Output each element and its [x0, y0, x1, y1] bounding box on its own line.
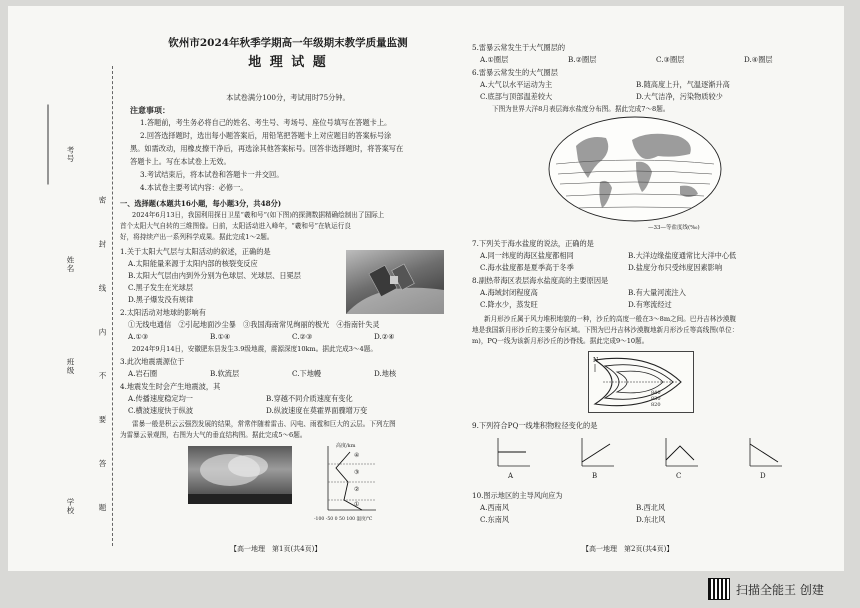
q6-option-b: B.随高度上升，气温逐渐升高 [636, 80, 730, 89]
intro-line-1: 2024年6月13日，我国利用探日卫星“羲和号”(如下图)的探测数据精确绘制出了国际上 [132, 211, 385, 219]
exam-info: 本试卷满分100分，考试用时75分钟。 [226, 93, 350, 102]
q9-label-b: B [592, 472, 598, 480]
layer-label-1: ① [354, 501, 360, 508]
q6-option-d: D.大气洁净，污染物质较少 [636, 92, 723, 101]
q5-option-b: B.②圈层 [568, 55, 597, 64]
q9-label-a: A [508, 472, 514, 480]
q10-stem: 10.图示地区的主导风向应为 [472, 491, 563, 500]
q4-option-c: C.横波速度快于纵波 [128, 406, 194, 415]
q9-graph-d [744, 434, 784, 482]
q10-option-c: C.东南风 [480, 515, 510, 524]
q1-option-c: C.黑子发生在光球层 [128, 283, 194, 292]
q4-option-a: A.传播速度稳定均一 [128, 394, 193, 403]
q7-stem: 7.下列关于海水盐度的说法，正确的是 [472, 239, 594, 248]
q9-label-c: C [676, 472, 682, 480]
q7-option-d: D.盐度分布只受纬度因素影响 [628, 263, 723, 272]
page2-footer: 【高一地理 第2页(共4页)】 [582, 545, 674, 553]
exam-no-label: 考号 [66, 146, 75, 163]
dune-contour-map [588, 351, 694, 413]
contour-830: 830 [651, 396, 661, 402]
q6-option-c: C.底部与顶部温差较大 [480, 92, 553, 101]
thunderstorm-photo [188, 446, 292, 504]
q7-option-a: A.同一纬度的海区盐度都相同 [480, 251, 574, 260]
note-4: 4.本试卷主要考试内容：必修一。 [140, 183, 248, 192]
contour-820: 820 [651, 402, 661, 408]
storm-intro-1: 雷暴一般是积云云强烈发展的结果，常常伴随着雷击、闪电、雨雹和巨大的云层。下列左图 [132, 420, 396, 428]
q8-stem: 8.副热带海区表层海水盐度高的主要原因是 [472, 276, 609, 285]
q7-option-b: B.大洋边缘盐度通常比大洋中心低 [628, 251, 737, 260]
intro-line-3: 好，将持续产出一系列科学成果。据此完成1～2题。 [120, 233, 274, 241]
q2-option-c: C.②③ [292, 332, 313, 341]
q4-option-d: D.纵波速度在莫霍界面骤增万变 [266, 406, 368, 415]
svg-text:N: N [593, 357, 599, 364]
q3-option-b: B.软流层 [210, 369, 240, 378]
q3-stem: 3.此次地震震源位于 [120, 357, 185, 366]
ocean-salinity-map [548, 116, 722, 222]
q3-option-d: D.地核 [374, 369, 397, 378]
q6-option-a: A.大气以水平运动为主 [480, 80, 553, 89]
satellite-image [346, 250, 444, 314]
dune-intro-1: 新月形沙丘属于风力堆积地貌的一种，沙丘的高度一般在3～8m之间。巴丹吉林沙漠腹 [484, 315, 737, 323]
q7-option-c: C.海水盐度都是夏季高于冬季 [480, 263, 574, 272]
q1-option-b: B.太阳大气层由内到外分别为色球层、光球层、日冕层 [128, 271, 301, 280]
contour-840: 840 [651, 390, 661, 396]
layer-label-4: ④ [354, 452, 360, 459]
dune-intro-2: 地是我国新月形沙丘的主要分布区域。下图为巴丹吉林沙漠腹地新月形沙丘等高线图(单位： [472, 326, 739, 334]
q8-option-c: C.降水少，蒸发旺 [480, 300, 538, 309]
temperature-axis-label: -100 -50 0 50 100 温度/℃ [314, 517, 373, 522]
map-legend: —33—等盐度线(‰) [648, 225, 700, 231]
q10-option-a: A.西南风 [480, 503, 510, 512]
no-answer-note: 密 封 线 内 不 要 答 题 [98, 196, 107, 528]
q10-option-b: B.西北风 [636, 503, 666, 512]
q2-option-a: A.①③ [128, 332, 149, 341]
note-2b: 黑。如需改动，用橡皮擦干净后，再选涂其他答案标号。回答非选择题时，将答案写在 [130, 144, 404, 153]
name-label: 姓名 [66, 256, 75, 273]
exam-title: 钦州市2024年秋季学期高一年级期末教学质量监测 [168, 37, 408, 49]
dune-intro-3: m)，PQ一线为该新月形沙丘的沙脊线。据此完成9～10题。 [472, 337, 649, 345]
q1-stem: 1.关于太阳大气层与太阳活动的叙述，正确的是 [120, 247, 271, 256]
q9-label-d: D [760, 472, 766, 480]
qr-code-icon [708, 578, 730, 600]
q8-option-b: B.有大量河流注入 [628, 288, 686, 297]
q4-stem: 4.地震发生时会产生地震波，其 [120, 382, 221, 391]
q2-stem: 2.太阳活动对地球的影响有 [120, 308, 206, 317]
storm-intro-2: 为雷暴云景观图，右图为大气的垂直结构图。据此完成5～6题。 [120, 431, 307, 439]
q9-graph-a [492, 434, 532, 482]
note-2c: 答题卡上。写在本试卷上无效。 [130, 157, 231, 166]
page1-footer: 【高一地理 第1页(共4页)】 [230, 545, 322, 553]
q2-option-b: B.①④ [210, 332, 231, 341]
q5-option-c: C.③圈层 [656, 55, 685, 64]
q8-option-a: A.海域封闭程度高 [480, 288, 538, 297]
q5-option-a: A.①圈层 [480, 55, 509, 64]
q9-stem: 9.下列符合PQ一线堆积物粒径变化的是 [472, 421, 598, 430]
note-3: 3.考试结束后，将本试卷和答题卡一并交回。 [140, 170, 284, 179]
q4-option-b: B.穿越不同介质速度有变化 [266, 394, 353, 403]
q1-option-a: A.太阳能量来源于太阳内部的核裂变反应 [128, 259, 258, 268]
section-heading: 一、选择题(本题共16小题，每小题3分，共48分) [120, 199, 282, 208]
atmosphere-structure-chart [314, 442, 378, 526]
q1-option-d: D.黑子爆发没有规律 [128, 295, 194, 304]
q9-graph-c [660, 434, 700, 482]
notes-heading: 注意事项： [130, 105, 170, 115]
q6-stem: 6.雷暴云常发生的大气圈层 [472, 68, 558, 77]
layer-label-3: ③ [354, 469, 360, 476]
q8-option-d: D.有寒流经过 [628, 300, 672, 309]
map-intro: 下图为世界大洋8月表层海水盐度分布图。据此完成7～8题。 [492, 105, 670, 113]
layer-label-2: ② [354, 486, 360, 493]
intro-line-2: 首个太阳大气自转的三维图像。日前，太阳活动进入峰年，“羲和号”在轨运行良 [120, 222, 351, 230]
school-label: 学校 [66, 498, 75, 515]
subject-title: 地 理 试 题 [248, 55, 328, 70]
q5-stem: 5.雷暴云常发生于大气圈层的 [472, 43, 566, 52]
q10-option-d: D.东北风 [636, 515, 666, 524]
q2-option-d: D.②④ [374, 332, 395, 341]
altitude-unit-label: 高度/km [336, 443, 356, 449]
q3-option-c: C.下地幔 [292, 369, 322, 378]
class-label: 班级 [66, 358, 75, 375]
q9-graph-b [576, 434, 616, 482]
q5-option-d: D.④圈层 [744, 55, 773, 64]
q2-items: ①无线电通信 ②引起地面沙尘暴 ③我国海南常见绚丽的极光 ④指南针失灵 [128, 320, 380, 329]
quake-intro: 2024年9月14日，安徽肥东县发生3.9级地震，震源深度10km。据此完成3～4题。 [132, 345, 377, 353]
scanner-watermark: 扫描全能王 创建 [736, 583, 824, 597]
note-1: 1.答题前，考生务必将自己的姓名、考生号、考场号、座位号填写在答题卡上。 [140, 118, 392, 127]
q3-option-a: A.岩石圈 [128, 369, 158, 378]
exam-sheet [8, 6, 844, 571]
note-2: 2.回答选择题时，选出每小题答案后，用铅笔把答题卡上对应题目的答案标号涂 [140, 131, 392, 140]
